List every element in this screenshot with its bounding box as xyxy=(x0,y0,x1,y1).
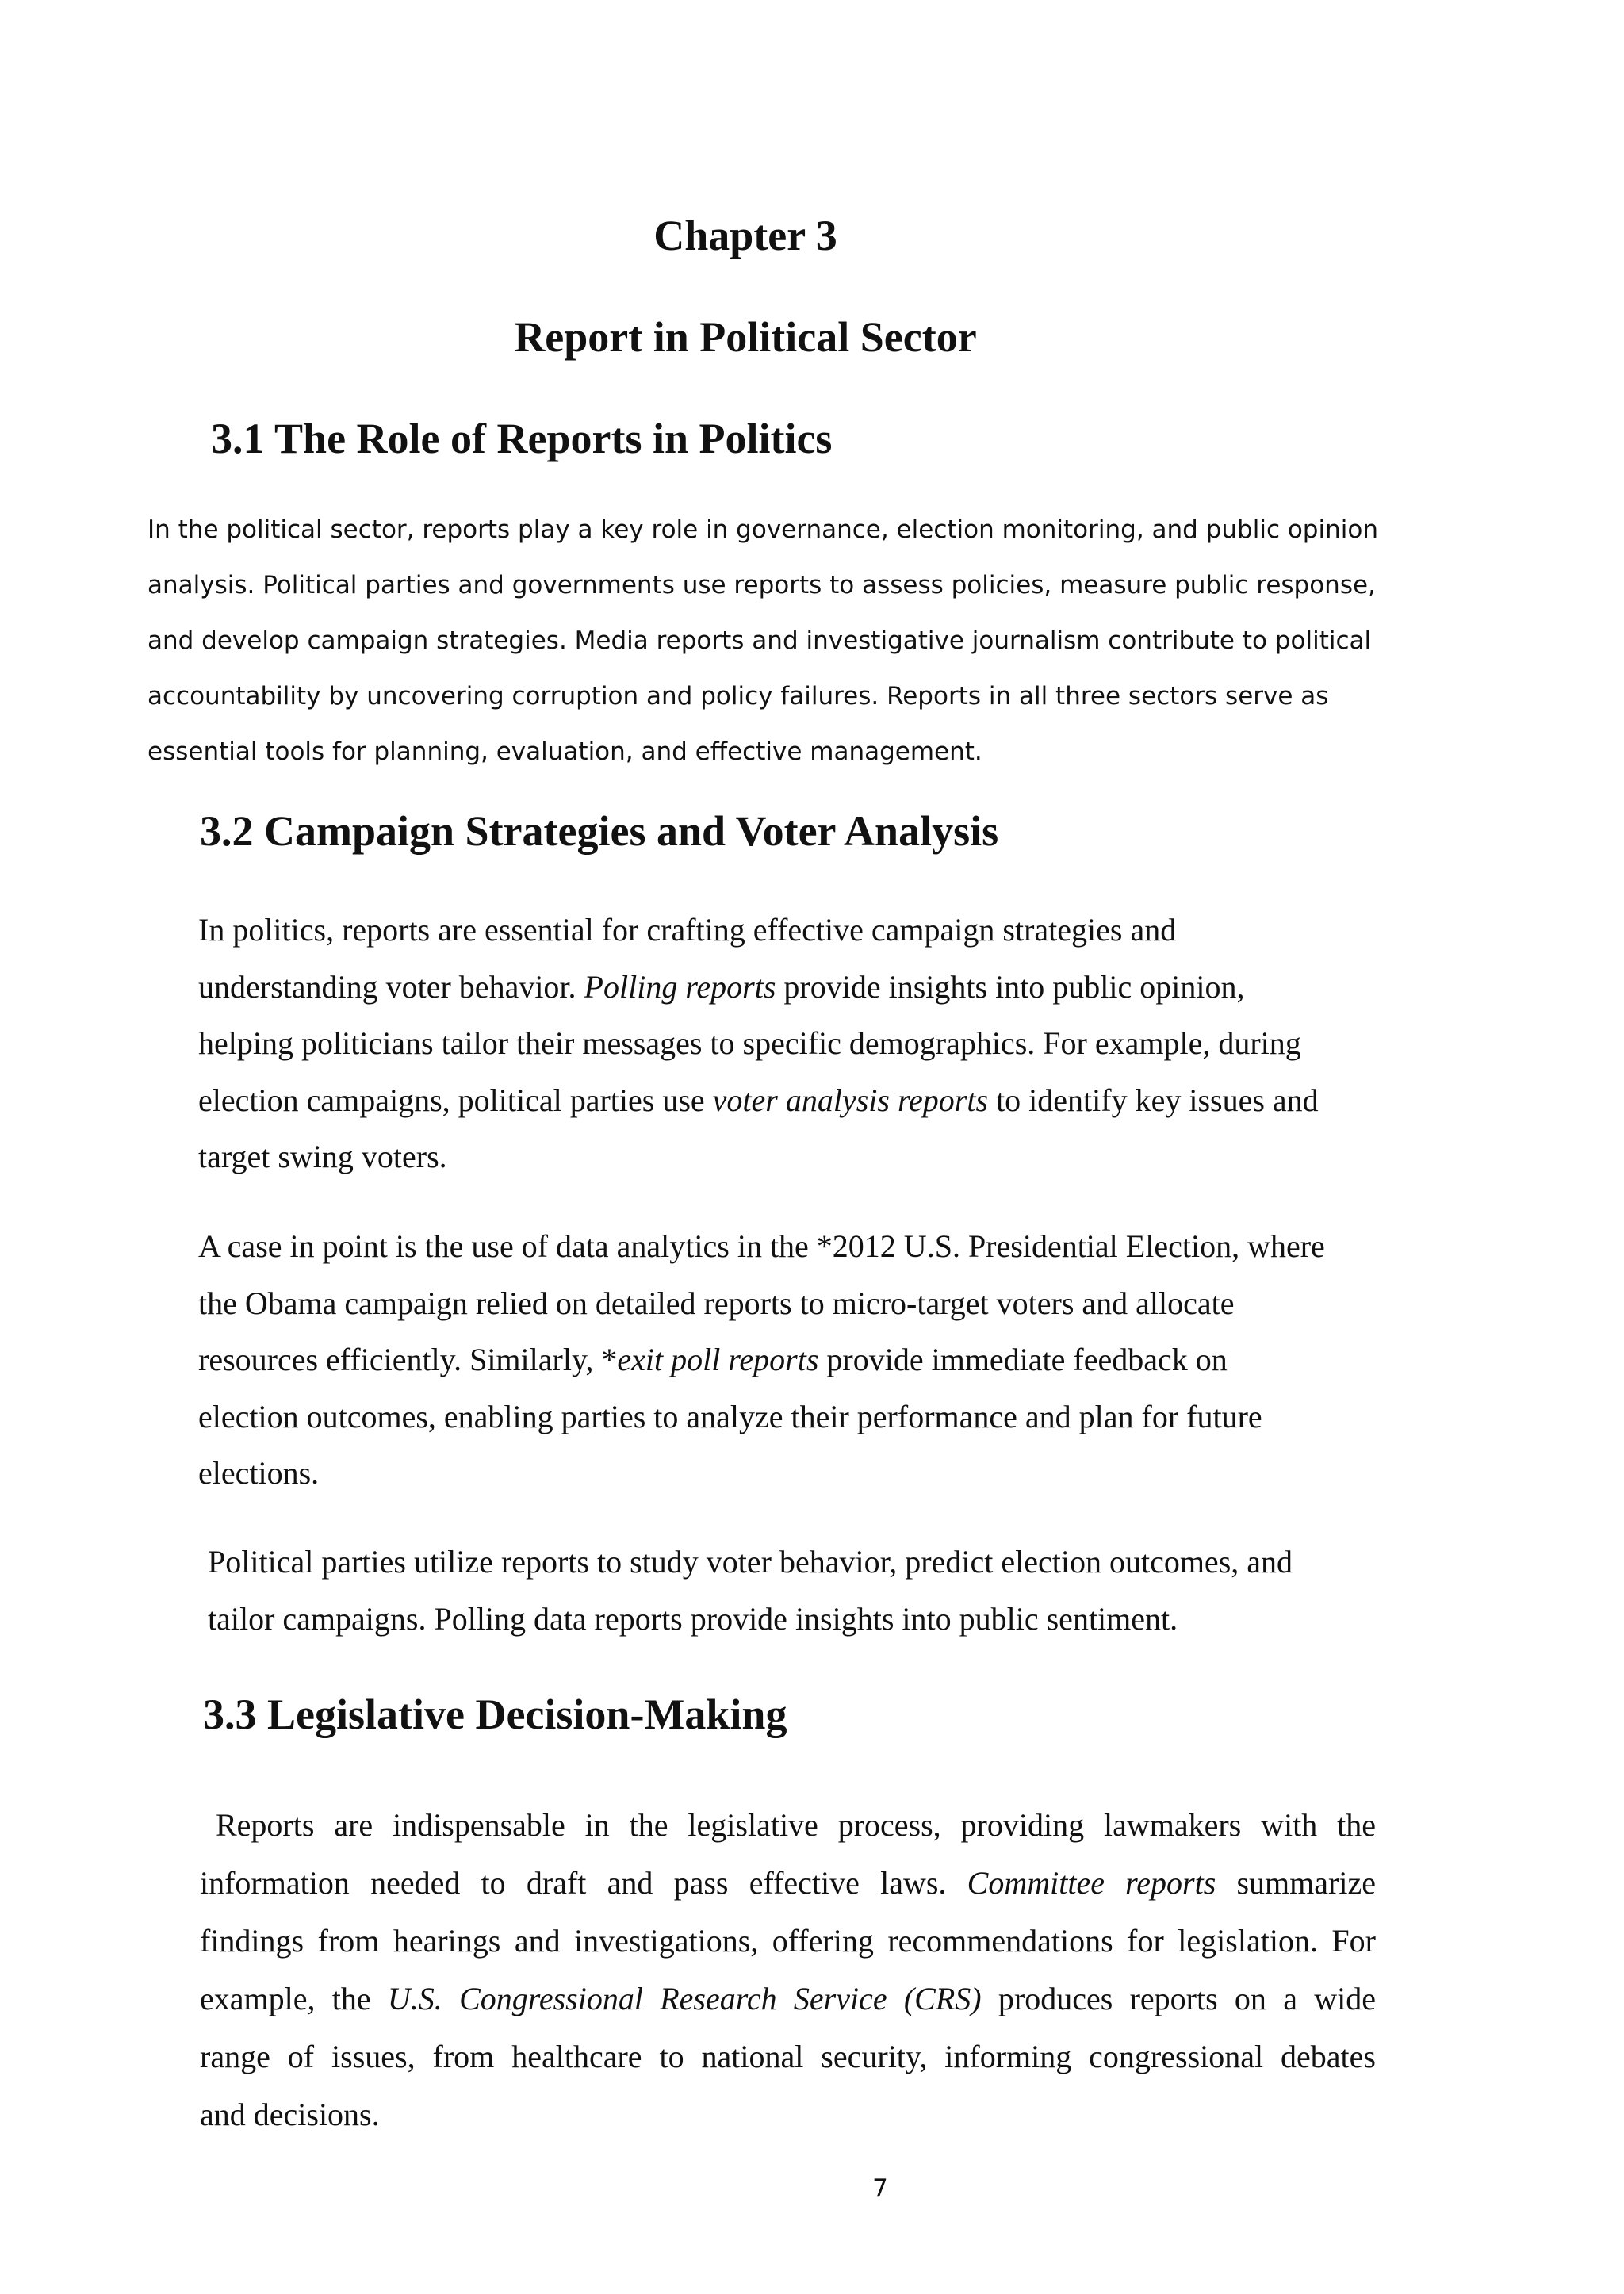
paragraph-line: range of issues, from healthcare to national security, informing congressional debates xyxy=(200,2039,1376,2074)
text-run: provide immediate feedback on xyxy=(818,1342,1228,1377)
text-run: understanding voter behavior. xyxy=(198,968,584,1005)
text-run: provide insights into public opinion, xyxy=(776,968,1245,1005)
section-3-2-heading: 3.2 Campaign Strategies and Voter Analysis xyxy=(200,807,999,855)
paragraph-line xyxy=(198,1331,1411,1388)
section-3-3-heading: 3.3 Legislative Decision-Making xyxy=(203,1691,787,1738)
paragraph-line: and decisions. xyxy=(200,2097,380,2132)
paragraph-line: analysis. Political parties and governments use reports to assess policies, measure public response, xyxy=(147,571,1376,599)
paragraph-line: target swing voters. xyxy=(198,1139,447,1174)
text-run: produces reports on a wide xyxy=(981,1981,1376,2016)
paragraph-line: In politics, reports are essential for crafting effective campaign strategies and xyxy=(198,912,1177,948)
section-3-1-paragraph xyxy=(147,502,1392,779)
italic-term: Polling reports xyxy=(584,968,776,1005)
paragraph-line xyxy=(198,1072,1411,1129)
paragraph-line: tailor campaigns. Polling data reports provide insights into public sentiment. xyxy=(208,1600,1178,1637)
section-3-2-paragraph-1 xyxy=(198,902,1411,1185)
page-number: 7 xyxy=(872,2174,888,2203)
paragraph-line: the Obama campaign relied on detailed reports to micro-target voters and allocate xyxy=(198,1285,1235,1321)
paragraph-line: Political parties utilize reports to study voter behavior, predict election outcomes, and xyxy=(208,1544,1293,1580)
text-run: summarize xyxy=(1216,1865,1376,1901)
paragraph-line: essential tools for planning, evaluation, and effective management. xyxy=(147,737,982,766)
section-3-2-paragraph-2 xyxy=(198,1218,1411,1502)
paragraph-line: election outcomes, enabling parties to analyze their performance and plan for future xyxy=(198,1398,1262,1434)
paragraph-line: Reports are indispensable in the legislative process, providing lawmakers with the xyxy=(216,1807,1376,1843)
text-run: example, the xyxy=(200,1981,388,2016)
text-run: election campaigns, political parties use xyxy=(198,1082,713,1118)
paragraph-line: A case in point is the use of data analytics in the *2012 U.S. Presidential Election, where xyxy=(198,1228,1325,1264)
italic-term: Committee reports xyxy=(967,1865,1216,1901)
chapter-title: Report in Political Sector xyxy=(514,313,977,361)
paragraph-line: helping politicians tailor their messages to specific demographics. For example, during xyxy=(198,1025,1301,1061)
paragraph-line xyxy=(200,1970,1376,2028)
paragraph-line xyxy=(198,959,1411,1016)
paragraph-line: findings from hearings and investigations, offering recommendations for legislation. For xyxy=(200,1923,1376,1959)
chapter-number: Chapter 3 xyxy=(653,212,837,259)
text-run: to identify key issues and xyxy=(988,1082,1319,1118)
text-run: information needed to draft and pass effective laws. xyxy=(200,1865,967,1901)
paragraph-line: In the political sector, reports play a key role in governance, election monitoring, and public opinion xyxy=(147,515,1378,544)
paragraph-line: accountability by uncovering corruption and policy failures. Reports in all three sectors serve as xyxy=(147,682,1329,710)
paragraph-line: elections. xyxy=(198,1455,320,1491)
paragraph-line xyxy=(200,1854,1376,1912)
paragraph-line: and develop campaign strategies. Media reports and investigative journalism contribute to political xyxy=(147,626,1372,655)
italic-term: U.S. Congressional Research Service (CRS) xyxy=(387,1981,982,2016)
italic-term: exit poll reports xyxy=(617,1342,819,1377)
section-3-1-heading: 3.1 The Role of Reports in Politics xyxy=(211,415,833,462)
section-3-2-paragraph-3 xyxy=(208,1534,1421,1647)
italic-term: voter analysis reports xyxy=(712,1082,989,1118)
section-3-3-paragraph-1 xyxy=(200,1796,1376,2143)
text-run: resources efficiently. Similarly, * xyxy=(198,1342,618,1377)
